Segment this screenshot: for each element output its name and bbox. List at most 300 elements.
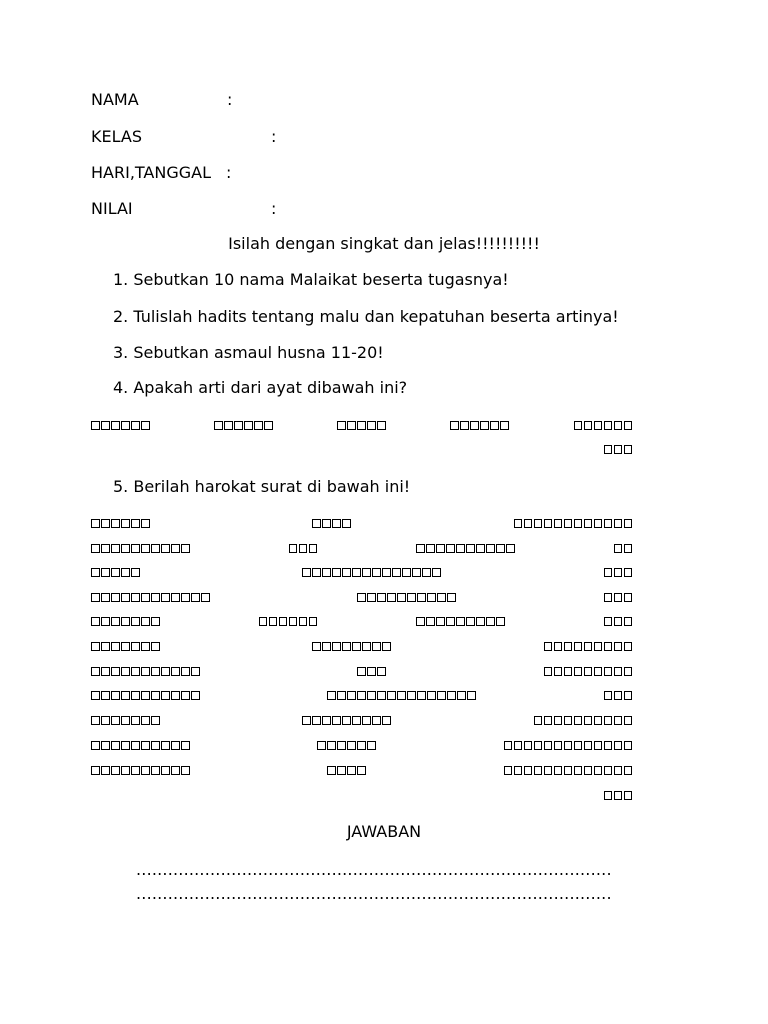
- missing-glyph-box: [604, 593, 613, 602]
- missing-glyph-word: [357, 593, 456, 602]
- missing-glyph-box: [564, 519, 573, 528]
- missing-glyph-box: [614, 421, 623, 430]
- missing-glyph-box: [594, 667, 603, 676]
- missing-glyph-word: [327, 691, 476, 700]
- missing-glyph-box: [141, 421, 150, 430]
- missing-glyph-box: [352, 642, 361, 651]
- missing-glyph-word: [416, 544, 515, 553]
- missing-glyph-box: [151, 766, 160, 775]
- missing-glyph-word: [450, 421, 509, 430]
- missing-glyph-box: [171, 593, 180, 602]
- missing-glyph-box: [397, 593, 406, 602]
- missing-glyph-box: [524, 519, 533, 528]
- answer-heading: JAWABAN: [346, 822, 422, 841]
- missing-glyph-box: [101, 766, 110, 775]
- missing-glyph-box: [604, 642, 613, 651]
- missing-glyph-box: [624, 445, 633, 454]
- missing-glyph-box: [101, 421, 110, 430]
- missing-glyph-box: [544, 642, 553, 651]
- missing-glyph-box: [614, 791, 623, 800]
- arabic-surah-line: [91, 660, 632, 682]
- missing-glyph-box: [412, 568, 421, 577]
- question-2: 2. Tulislah hadits tentang malu dan kepatuhan beserta artinya!: [113, 307, 619, 326]
- missing-glyph-box: [604, 519, 613, 528]
- missing-glyph-box: [594, 519, 603, 528]
- missing-glyph-box: [624, 568, 633, 577]
- missing-glyph-box: [111, 642, 120, 651]
- missing-glyph-word: [259, 617, 318, 626]
- missing-glyph-box: [151, 642, 160, 651]
- missing-glyph-box: [476, 617, 485, 626]
- missing-glyph-box: [111, 766, 120, 775]
- missing-glyph-box: [347, 741, 356, 750]
- missing-glyph-box: [121, 691, 130, 700]
- missing-glyph-box: [437, 691, 446, 700]
- missing-glyph-box: [584, 766, 593, 775]
- arabic-verse-line: [91, 438, 632, 460]
- missing-glyph-box: [357, 593, 366, 602]
- missing-glyph-box: [584, 667, 593, 676]
- field-colon: :: [271, 127, 277, 146]
- missing-glyph-box: [299, 617, 308, 626]
- missing-glyph-box: [101, 593, 110, 602]
- missing-glyph-box: [269, 617, 278, 626]
- missing-glyph-box: [337, 741, 346, 750]
- missing-glyph-box: [362, 642, 371, 651]
- missing-glyph-box: [131, 766, 140, 775]
- missing-glyph-box: [131, 593, 140, 602]
- missing-glyph-box: [624, 667, 633, 676]
- missing-glyph-box: [417, 691, 426, 700]
- missing-glyph-box: [456, 544, 465, 553]
- missing-glyph-word: [544, 642, 633, 651]
- missing-glyph-box: [234, 421, 243, 430]
- missing-glyph-box: [470, 421, 479, 430]
- missing-glyph-box: [131, 642, 140, 651]
- missing-glyph-box: [312, 716, 321, 725]
- missing-glyph-box: [446, 617, 455, 626]
- missing-glyph-box: [624, 766, 633, 775]
- missing-glyph-box: [327, 741, 336, 750]
- missing-glyph-box: [594, 642, 603, 651]
- missing-glyph-box: [121, 642, 130, 651]
- missing-glyph-box: [111, 617, 120, 626]
- missing-glyph-box: [624, 519, 633, 528]
- missing-glyph-box: [392, 568, 401, 577]
- missing-glyph-box: [264, 421, 273, 430]
- missing-glyph-word: [91, 642, 160, 651]
- missing-glyph-box: [121, 421, 130, 430]
- missing-glyph-word: [357, 667, 386, 676]
- missing-glyph-box: [337, 766, 346, 775]
- missing-glyph-box: [191, 593, 200, 602]
- answer-line[interactable]: ..........................................................................................: [136, 884, 612, 903]
- missing-glyph-box: [121, 667, 130, 676]
- missing-glyph-box: [347, 766, 356, 775]
- missing-glyph-box: [594, 716, 603, 725]
- missing-glyph-box: [407, 593, 416, 602]
- missing-glyph-box: [91, 421, 100, 430]
- answer-line[interactable]: ..........................................................................................: [136, 860, 612, 879]
- missing-glyph-box: [426, 544, 435, 553]
- missing-glyph-box: [151, 593, 160, 602]
- missing-glyph-box: [312, 568, 321, 577]
- missing-glyph-box: [171, 667, 180, 676]
- field-nilai: [91, 198, 277, 220]
- missing-glyph-box: [362, 568, 371, 577]
- missing-glyph-box: [574, 766, 583, 775]
- missing-glyph-box: [534, 519, 543, 528]
- missing-glyph-box: [367, 667, 376, 676]
- missing-glyph-box: [171, 691, 180, 700]
- missing-glyph-word: [91, 716, 160, 725]
- missing-glyph-box: [342, 716, 351, 725]
- missing-glyph-box: [91, 544, 100, 553]
- missing-glyph-word: [302, 568, 441, 577]
- field-label: NILAI: [91, 199, 133, 218]
- missing-glyph-word: [312, 519, 351, 528]
- missing-glyph-box: [604, 791, 613, 800]
- missing-glyph-box: [584, 519, 593, 528]
- missing-glyph-box: [624, 691, 633, 700]
- missing-glyph-word: [604, 593, 633, 602]
- missing-glyph-box: [101, 741, 110, 750]
- missing-glyph-box: [191, 691, 200, 700]
- missing-glyph-box: [191, 667, 200, 676]
- arabic-surah-line: [91, 512, 632, 534]
- missing-glyph-word: [91, 766, 190, 775]
- arabic-surah-line: [91, 635, 632, 657]
- missing-glyph-box: [504, 766, 513, 775]
- missing-glyph-box: [614, 568, 623, 577]
- missing-glyph-box: [614, 445, 623, 454]
- missing-glyph-box: [554, 716, 563, 725]
- missing-glyph-box: [141, 766, 150, 775]
- missing-glyph-box: [544, 667, 553, 676]
- missing-glyph-box: [101, 617, 110, 626]
- missing-glyph-box: [131, 568, 140, 577]
- missing-glyph-box: [614, 617, 623, 626]
- missing-glyph-box: [584, 716, 593, 725]
- missing-glyph-box: [450, 421, 459, 430]
- missing-glyph-word: [604, 791, 633, 800]
- missing-glyph-box: [604, 445, 613, 454]
- missing-glyph-box: [151, 716, 160, 725]
- missing-glyph-box: [574, 716, 583, 725]
- missing-glyph-box: [377, 691, 386, 700]
- missing-glyph-box: [161, 766, 170, 775]
- missing-glyph-word: [91, 519, 150, 528]
- missing-glyph-box: [564, 766, 573, 775]
- missing-glyph-box: [161, 667, 170, 676]
- missing-glyph-word: [604, 568, 633, 577]
- missing-glyph-box: [377, 593, 386, 602]
- missing-glyph-box: [397, 691, 406, 700]
- missing-glyph-box: [574, 741, 583, 750]
- missing-glyph-box: [357, 421, 366, 430]
- missing-glyph-box: [594, 421, 603, 430]
- missing-glyph-box: [151, 741, 160, 750]
- missing-glyph-box: [131, 691, 140, 700]
- missing-glyph-box: [534, 716, 543, 725]
- missing-glyph-box: [101, 716, 110, 725]
- missing-glyph-box: [131, 421, 140, 430]
- missing-glyph-box: [302, 568, 311, 577]
- missing-glyph-box: [604, 421, 613, 430]
- missing-glyph-word: [574, 421, 633, 430]
- missing-glyph-box: [214, 421, 223, 430]
- arabic-surah-line: [91, 759, 632, 781]
- missing-glyph-box: [446, 544, 455, 553]
- missing-glyph-box: [101, 519, 110, 528]
- missing-glyph-box: [467, 691, 476, 700]
- missing-glyph-box: [447, 691, 456, 700]
- missing-glyph-box: [367, 741, 376, 750]
- missing-glyph-box: [614, 544, 623, 553]
- missing-glyph-box: [544, 741, 553, 750]
- missing-glyph-box: [111, 667, 120, 676]
- missing-glyph-box: [504, 741, 513, 750]
- missing-glyph-box: [141, 617, 150, 626]
- missing-glyph-box: [624, 544, 633, 553]
- missing-glyph-box: [131, 716, 140, 725]
- missing-glyph-box: [554, 667, 563, 676]
- missing-glyph-box: [121, 568, 130, 577]
- missing-glyph-box: [181, 593, 190, 602]
- missing-glyph-box: [402, 568, 411, 577]
- missing-glyph-box: [332, 519, 341, 528]
- missing-glyph-box: [624, 791, 633, 800]
- arabic-surah-line: [91, 561, 632, 583]
- missing-glyph-box: [332, 716, 341, 725]
- missing-glyph-word: [214, 421, 273, 430]
- missing-glyph-box: [480, 421, 489, 430]
- missing-glyph-box: [101, 544, 110, 553]
- missing-glyph-box: [417, 593, 426, 602]
- missing-glyph-box: [161, 593, 170, 602]
- missing-glyph-box: [457, 691, 466, 700]
- missing-glyph-box: [91, 568, 100, 577]
- missing-glyph-box: [524, 741, 533, 750]
- missing-glyph-box: [322, 519, 331, 528]
- missing-glyph-box: [544, 519, 553, 528]
- arabic-surah-line: [91, 610, 632, 632]
- missing-glyph-box: [347, 421, 356, 430]
- missing-glyph-box: [614, 766, 623, 775]
- missing-glyph-box: [584, 642, 593, 651]
- missing-glyph-box: [426, 617, 435, 626]
- missing-glyph-box: [544, 766, 553, 775]
- missing-glyph-box: [352, 568, 361, 577]
- missing-glyph-box: [432, 568, 441, 577]
- field-label: KELAS: [91, 127, 142, 146]
- missing-glyph-box: [614, 593, 623, 602]
- missing-glyph-box: [372, 642, 381, 651]
- missing-glyph-box: [387, 593, 396, 602]
- missing-glyph-box: [372, 568, 381, 577]
- missing-glyph-box: [347, 691, 356, 700]
- missing-glyph-box: [244, 421, 253, 430]
- missing-glyph-box: [332, 568, 341, 577]
- missing-glyph-box: [624, 421, 633, 430]
- missing-glyph-box: [604, 716, 613, 725]
- missing-glyph-box: [121, 716, 130, 725]
- missing-glyph-word: [302, 716, 391, 725]
- missing-glyph-box: [624, 617, 633, 626]
- missing-glyph-box: [322, 716, 331, 725]
- missing-glyph-box: [91, 716, 100, 725]
- missing-glyph-box: [181, 741, 190, 750]
- missing-glyph-box: [111, 691, 120, 700]
- missing-glyph-box: [181, 766, 190, 775]
- missing-glyph-box: [141, 642, 150, 651]
- field-label: HARI,TANGGAL: [91, 163, 211, 182]
- missing-glyph-box: [151, 617, 160, 626]
- missing-glyph-box: [614, 667, 623, 676]
- missing-glyph-box: [121, 593, 130, 602]
- missing-glyph-word: [327, 766, 366, 775]
- missing-glyph-box: [524, 766, 533, 775]
- missing-glyph-box: [534, 741, 543, 750]
- missing-glyph-box: [309, 617, 318, 626]
- missing-glyph-box: [111, 544, 120, 553]
- missing-glyph-box: [437, 593, 446, 602]
- missing-glyph-word: [604, 617, 633, 626]
- missing-glyph-box: [91, 642, 100, 651]
- missing-glyph-box: [500, 421, 509, 430]
- missing-glyph-box: [299, 544, 308, 553]
- missing-glyph-box: [604, 667, 613, 676]
- missing-glyph-box: [422, 568, 431, 577]
- missing-glyph-box: [171, 766, 180, 775]
- missing-glyph-box: [327, 766, 336, 775]
- missing-glyph-box: [161, 691, 170, 700]
- missing-glyph-box: [91, 667, 100, 676]
- missing-glyph-box: [614, 519, 623, 528]
- missing-glyph-box: [574, 642, 583, 651]
- missing-glyph-word: [91, 667, 200, 676]
- missing-glyph-box: [131, 519, 140, 528]
- missing-glyph-box: [111, 593, 120, 602]
- field-kelas: [91, 126, 277, 148]
- missing-glyph-word: [91, 421, 150, 430]
- missing-glyph-box: [604, 568, 613, 577]
- missing-glyph-box: [111, 421, 120, 430]
- missing-glyph-box: [382, 568, 391, 577]
- missing-glyph-box: [327, 691, 336, 700]
- missing-glyph-box: [466, 544, 475, 553]
- missing-glyph-box: [151, 544, 160, 553]
- missing-glyph-box: [447, 593, 456, 602]
- missing-glyph-box: [121, 741, 130, 750]
- missing-glyph-box: [181, 691, 190, 700]
- missing-glyph-box: [181, 544, 190, 553]
- missing-glyph-box: [181, 667, 190, 676]
- missing-glyph-box: [460, 421, 469, 430]
- missing-glyph-box: [564, 716, 573, 725]
- missing-glyph-box: [91, 519, 100, 528]
- missing-glyph-box: [624, 593, 633, 602]
- missing-glyph-box: [382, 716, 391, 725]
- missing-glyph-box: [357, 766, 366, 775]
- missing-glyph-box: [486, 544, 495, 553]
- missing-glyph-box: [91, 766, 100, 775]
- missing-glyph-word: [91, 568, 140, 577]
- missing-glyph-box: [224, 421, 233, 430]
- missing-glyph-box: [352, 716, 361, 725]
- missing-glyph-box: [141, 691, 150, 700]
- missing-glyph-box: [564, 741, 573, 750]
- missing-glyph-box: [544, 716, 553, 725]
- missing-glyph-box: [259, 617, 268, 626]
- missing-glyph-box: [357, 741, 366, 750]
- missing-glyph-box: [514, 741, 523, 750]
- missing-glyph-box: [624, 741, 633, 750]
- missing-glyph-box: [151, 691, 160, 700]
- missing-glyph-box: [514, 519, 523, 528]
- missing-glyph-word: [91, 593, 210, 602]
- field-label: NAMA: [91, 90, 139, 109]
- missing-glyph-word: [312, 642, 391, 651]
- missing-glyph-box: [131, 741, 140, 750]
- missing-glyph-box: [416, 617, 425, 626]
- missing-glyph-box: [111, 568, 120, 577]
- missing-glyph-box: [427, 691, 436, 700]
- missing-glyph-word: [544, 667, 633, 676]
- arabic-verse-line: [91, 414, 632, 436]
- missing-glyph-box: [387, 691, 396, 700]
- missing-glyph-box: [382, 642, 391, 651]
- missing-glyph-box: [594, 766, 603, 775]
- missing-glyph-box: [171, 544, 180, 553]
- missing-glyph-word: [504, 741, 633, 750]
- missing-glyph-box: [476, 544, 485, 553]
- missing-glyph-box: [121, 544, 130, 553]
- missing-glyph-box: [357, 667, 366, 676]
- missing-glyph-box: [584, 741, 593, 750]
- missing-glyph-box: [514, 766, 523, 775]
- missing-glyph-box: [624, 642, 633, 651]
- missing-glyph-box: [342, 568, 351, 577]
- missing-glyph-box: [584, 421, 593, 430]
- missing-glyph-word: [91, 544, 190, 553]
- missing-glyph-box: [554, 519, 563, 528]
- missing-glyph-box: [322, 642, 331, 651]
- missing-glyph-box: [564, 667, 573, 676]
- missing-glyph-box: [362, 716, 371, 725]
- arabic-surah-line: [91, 586, 632, 608]
- question-5: 5. Berilah harokat surat di bawah ini!: [113, 477, 411, 496]
- missing-glyph-box: [534, 766, 543, 775]
- instruction-text: Isilah dengan singkat dan jelas!!!!!!!!!!: [228, 234, 540, 253]
- missing-glyph-word: [604, 445, 633, 454]
- missing-glyph-box: [436, 617, 445, 626]
- missing-glyph-box: [367, 593, 376, 602]
- field-hari-tanggal: [91, 162, 232, 184]
- missing-glyph-word: [534, 716, 633, 725]
- missing-glyph-box: [427, 593, 436, 602]
- missing-glyph-box: [594, 741, 603, 750]
- field-colon: :: [271, 199, 277, 218]
- missing-glyph-box: [574, 667, 583, 676]
- field-nama: [91, 89, 233, 111]
- arabic-surah-line: [91, 709, 632, 731]
- missing-glyph-box: [302, 716, 311, 725]
- missing-glyph-box: [317, 741, 326, 750]
- missing-glyph-word: [91, 617, 160, 626]
- missing-glyph-box: [141, 741, 150, 750]
- missing-glyph-box: [289, 544, 298, 553]
